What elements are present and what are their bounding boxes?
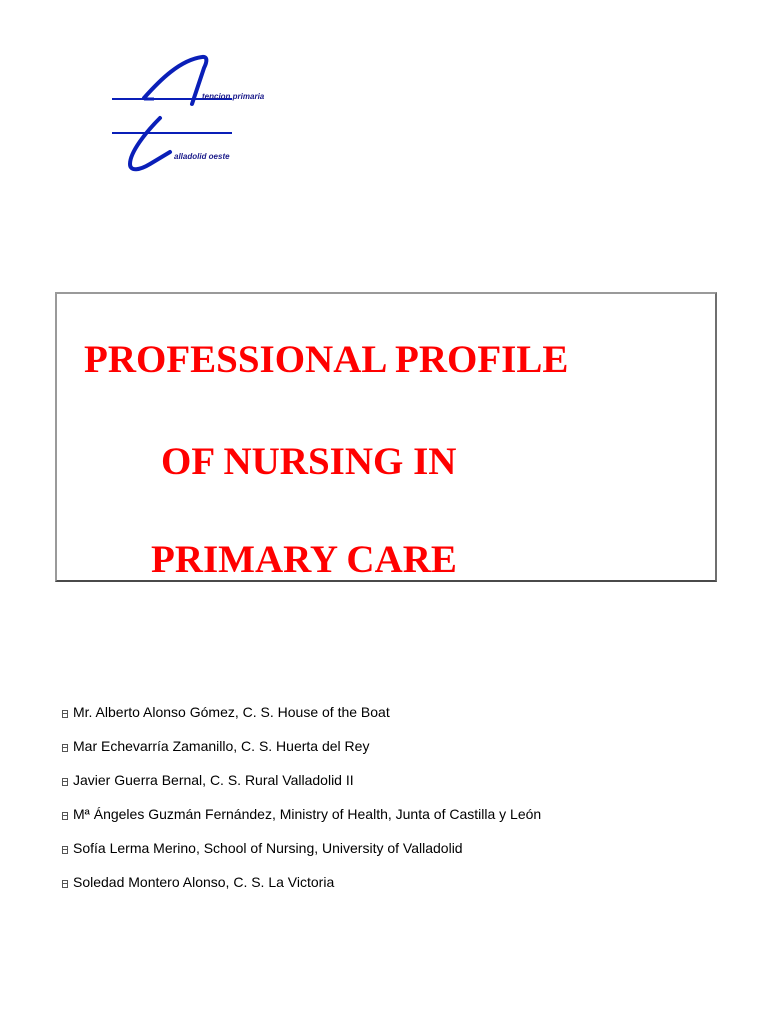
author-name: Mar Echevarría Zamanillo, C. S. Huerta del Rey: [73, 738, 370, 754]
checkbox-bullet-icon: [62, 812, 68, 820]
author-list: [62, 704, 541, 908]
title-line-3: PRIMARY CARE: [151, 538, 457, 581]
author-name: Mr. Alberto Alonso Gómez, C. S. House of the Boat: [73, 704, 390, 720]
list-item: [62, 704, 541, 738]
title-line-1: PROFESSIONAL PROFILE: [84, 338, 569, 381]
checkbox-bullet-icon: [62, 710, 68, 718]
list-item: [62, 840, 541, 874]
list-item: [62, 772, 541, 806]
author-name: Sofía Lerma Merino, School of Nursing, University of Valladolid: [73, 840, 463, 856]
checkbox-bullet-icon: [62, 846, 68, 854]
checkbox-bullet-icon: [62, 778, 68, 786]
atencion-primaria-logo-icon: [108, 52, 268, 176]
title-line-2: OF NURSING IN: [161, 440, 457, 483]
author-name: Soledad Montero Alonso, C. S. La Victoria: [73, 874, 335, 890]
checkbox-bullet-icon: [62, 744, 68, 752]
list-item: [62, 874, 541, 908]
list-item: [62, 806, 541, 840]
logo-text-bottom: alladolid oeste: [174, 152, 230, 161]
title-box: [55, 292, 717, 582]
checkbox-bullet-icon: [62, 880, 68, 888]
logo-text-top: tencion primaria: [202, 92, 265, 101]
author-name: Mª Ángeles Guzmán Fernández, Ministry of Health, Junta of Castilla y León: [73, 806, 542, 822]
author-name: Javier Guerra Bernal, C. S. Rural Valladolid II: [73, 772, 354, 788]
list-item: [62, 738, 541, 772]
